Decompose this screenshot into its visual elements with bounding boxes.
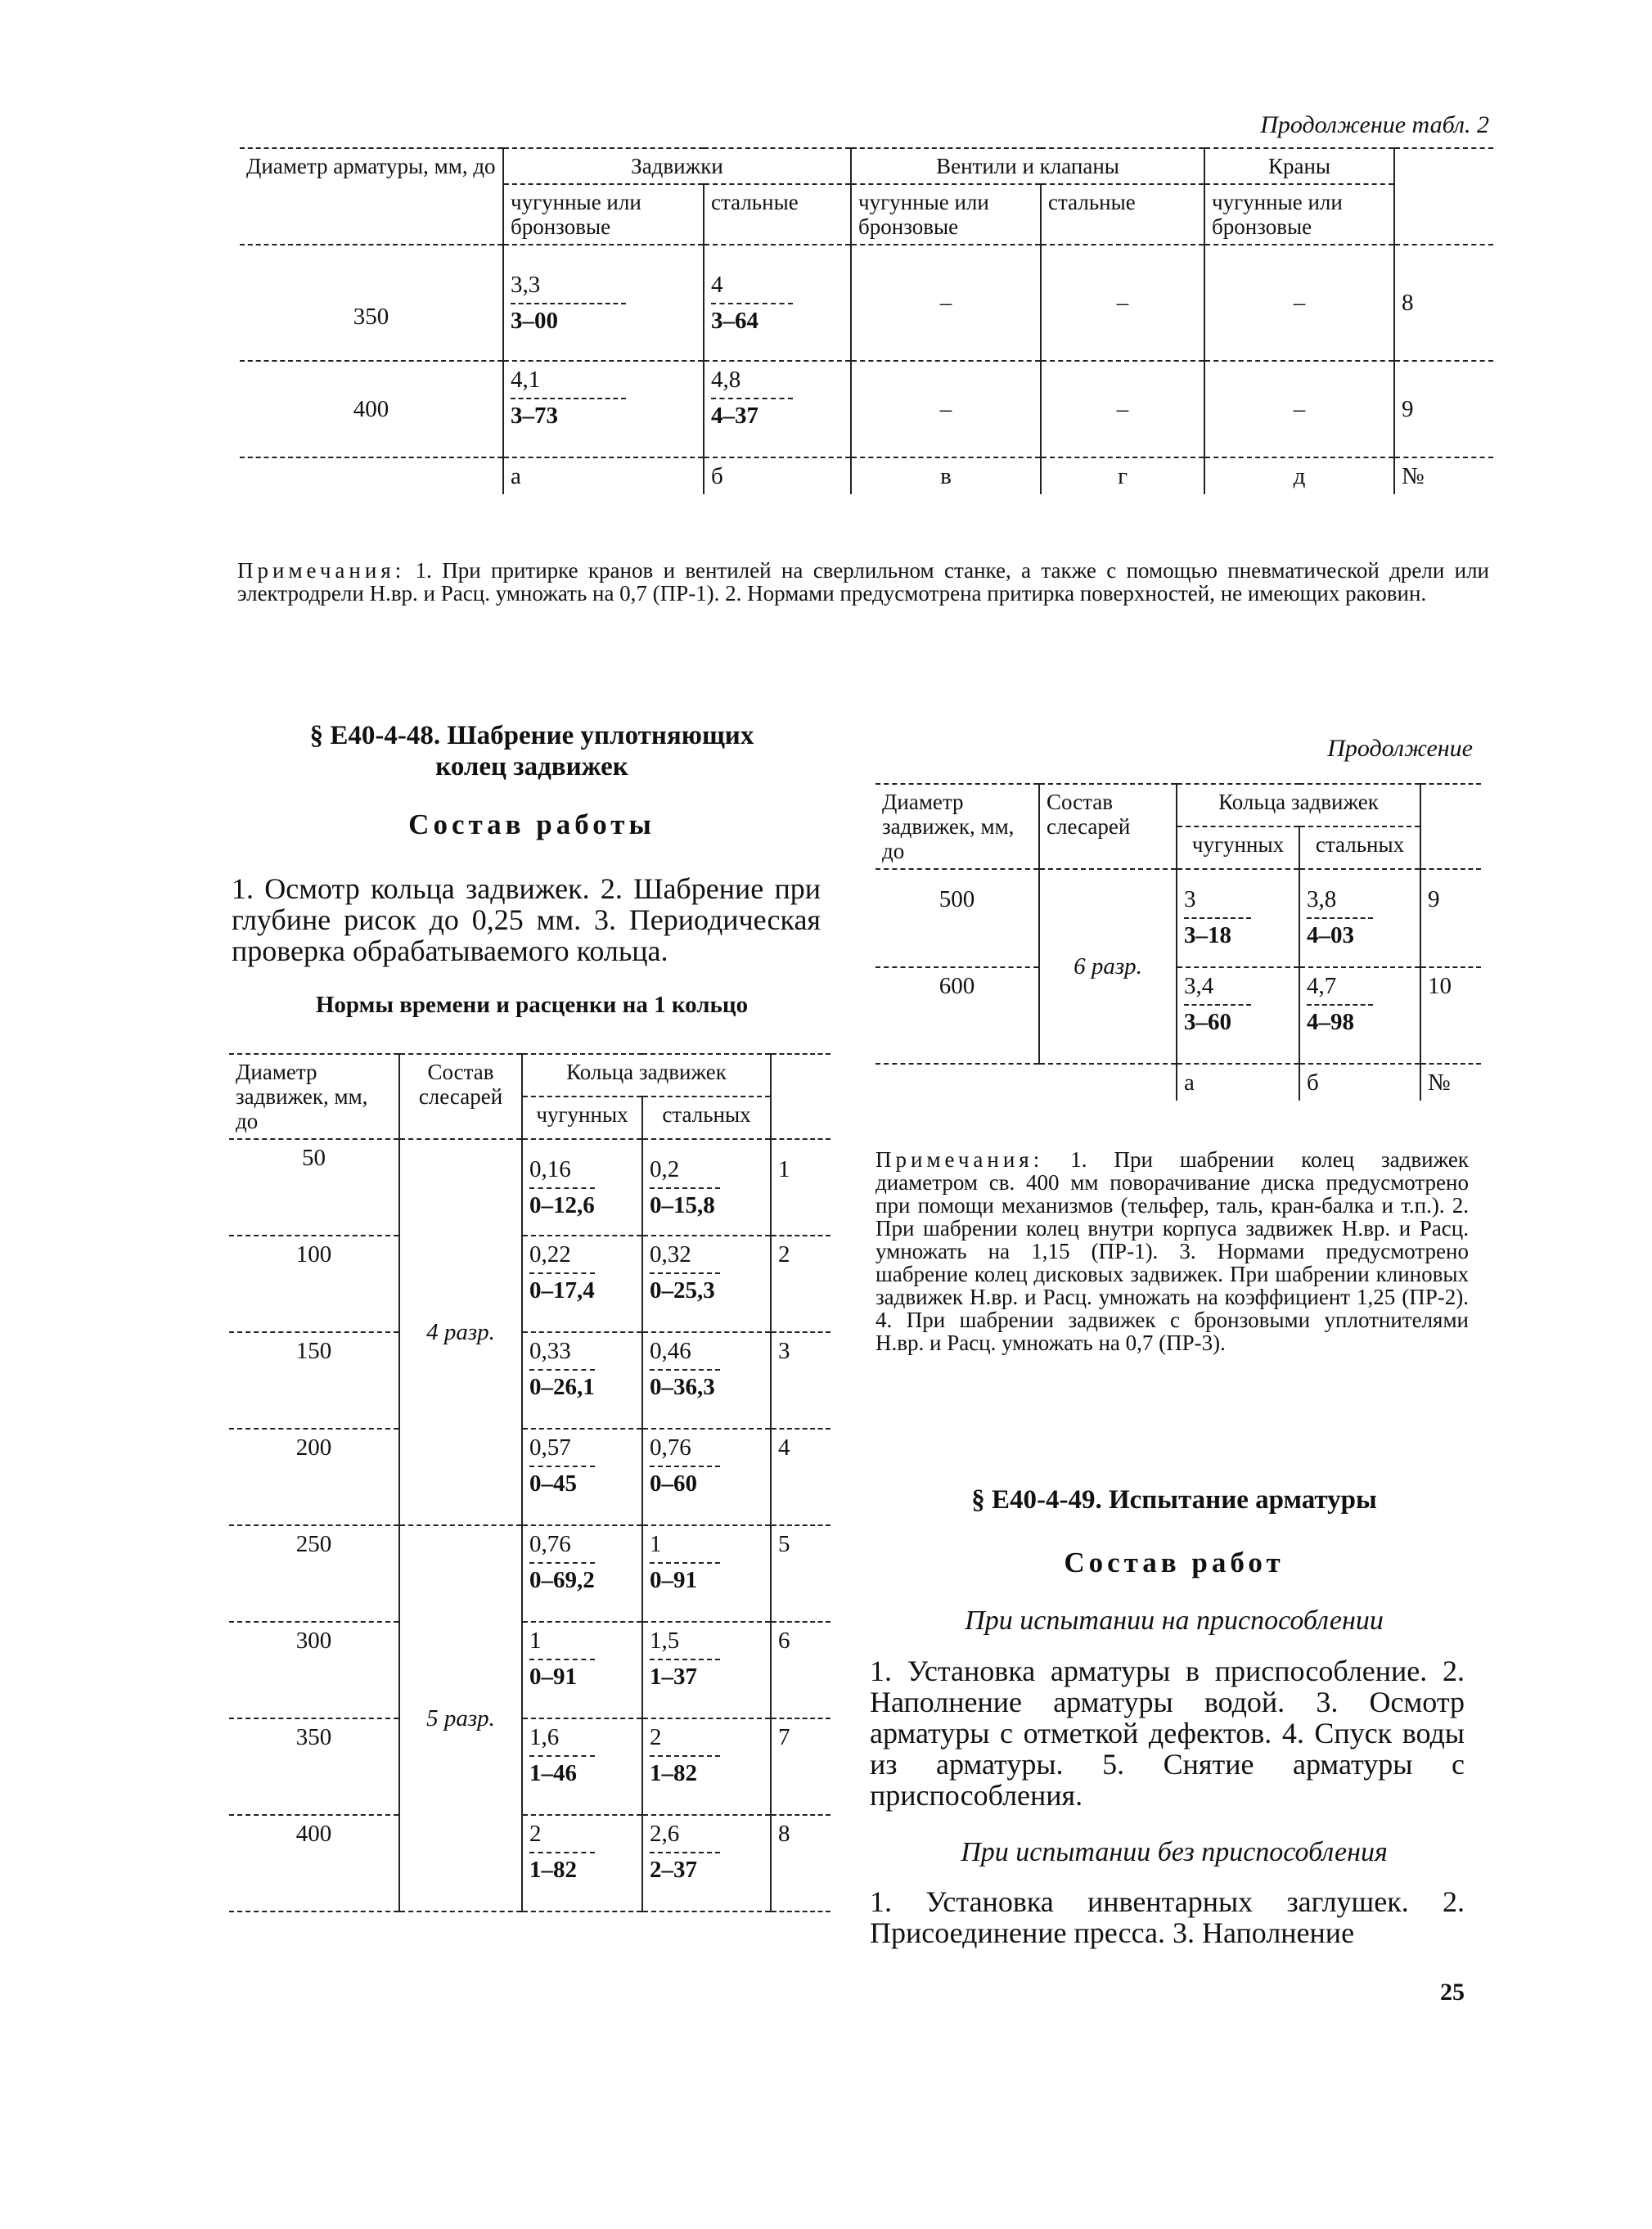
price-value: 3–00 <box>511 308 558 334</box>
column-index: № <box>1420 1064 1481 1101</box>
row-number: 2 <box>771 1236 831 1332</box>
col-header-diameter: Диаметр арматуры, мм, до <box>240 148 503 245</box>
table-row <box>229 1429 831 1525</box>
price-value: 0–69,2 <box>529 1567 595 1593</box>
text-without-fixture: 1. Установка инвентарных заглушек. 2. Присоединение пресса. 3. Наполнение <box>870 1885 1465 1949</box>
col-sub-steel: стальных <box>1299 826 1420 869</box>
col-header-gate-valves: Задвижки <box>503 148 851 184</box>
time-value: 4 <box>711 272 723 298</box>
row-number: 8 <box>1394 245 1493 361</box>
diameter-cell: 400 <box>295 1821 332 1847</box>
row-number: 8 <box>771 1815 831 1912</box>
table-row <box>229 1139 831 1236</box>
col-sub-castiron: чугунных <box>1177 826 1299 869</box>
rings-table-continued <box>876 783 1481 1101</box>
price-value: 1–82 <box>529 1857 577 1883</box>
price-value: 0–17,4 <box>529 1277 595 1304</box>
row-number: 7 <box>771 1718 831 1815</box>
section-title-line: § Е40-4-48. Шабрение уплотняющих <box>309 721 754 750</box>
time-value: 4,7 <box>1307 973 1337 999</box>
price-value: 4–03 <box>1307 922 1354 948</box>
col-header-diameter: Диаметр задвижек, мм, до <box>876 784 1039 869</box>
diameter-cell: 100 <box>295 1241 332 1268</box>
page-number: 25 <box>1440 1979 1465 2006</box>
time-value: 0,46 <box>650 1338 691 1364</box>
diameter-cell: 350 <box>353 304 389 330</box>
note-text: 1. При шабрении колец задвижек диаметром св. 400 мм поворачивание диска предусмотрено при помощи механизмов (тельфер, таль, кран-балка и т.п.). 2. При шабрении колец внутри корпуса задвижек Н.вр. и Расц. умножать на 1,15 (ПР-1). 3. Нормами предусмотрено шабрение колец дисковых задвижек. При шабрении клиновых задвижек Н.вр. и Расц. умножать на коэффициент 1,25 (ПР-2). 4. При шабрении задвижек с бронзовыми уплотнителями Н.вр. и Расц. умножать на 0,7 (ПР-3). <box>876 1147 1469 1355</box>
time-value: 0,2 <box>650 1156 680 1182</box>
col-sub-steel: стальных <box>642 1096 771 1139</box>
col-header-crew: Состав слесарей <box>1039 784 1177 869</box>
column-index: а <box>503 457 704 494</box>
row-number: 1 <box>771 1139 831 1236</box>
value-cell: – <box>1204 245 1394 361</box>
column-index: б <box>704 457 851 494</box>
crew-cell: 4 разр. <box>399 1139 522 1525</box>
price-value: 0–25,3 <box>650 1277 715 1304</box>
col-sub-castiron: чугунных <box>522 1096 642 1139</box>
col-sub-steel-1: стальные <box>704 184 851 245</box>
table-row <box>240 245 1493 361</box>
continuation-label: Продолжение <box>1327 735 1473 762</box>
time-value: 0,22 <box>529 1241 571 1268</box>
diameter-cell: 150 <box>295 1338 332 1364</box>
row-number: 4 <box>771 1429 831 1525</box>
top-note <box>237 559 1489 605</box>
col-sub-castiron-1: чугунные или бронзовые <box>503 184 704 245</box>
col-header-rings: Кольца задвижек <box>522 1054 771 1096</box>
time-value: 2 <box>529 1821 542 1847</box>
col-sub-steel-2: стальные <box>1041 184 1204 245</box>
value-cell: – <box>1041 245 1204 361</box>
table-row <box>876 869 1481 967</box>
price-value: 3–64 <box>711 308 758 334</box>
time-value: 0,76 <box>650 1434 691 1461</box>
diameter-cell: 300 <box>295 1628 332 1654</box>
price-value: 4–98 <box>1307 1009 1354 1035</box>
col-header-diameter: Диаметр задвижек, мм, до <box>229 1054 399 1139</box>
price-value: 4–37 <box>711 403 758 429</box>
price-value: 0–36,3 <box>650 1374 715 1400</box>
time-value: 0,32 <box>650 1241 691 1268</box>
col-header-taps: Краны <box>1204 148 1394 184</box>
table-row <box>876 967 1481 1064</box>
time-value: 3,4 <box>1184 973 1214 999</box>
time-value: 4,1 <box>511 367 541 393</box>
time-value: 3 <box>1184 886 1196 912</box>
price-value: 1–37 <box>650 1664 697 1690</box>
table-row <box>240 361 1493 457</box>
note-label: Примечания: <box>876 1147 1044 1172</box>
price-value: 0–15,8 <box>650 1192 715 1218</box>
table-row <box>229 1236 831 1332</box>
table-row <box>229 1525 831 1622</box>
time-value: 0,16 <box>529 1156 571 1182</box>
row-number: 6 <box>771 1622 831 1718</box>
price-value: 0–91 <box>650 1567 697 1593</box>
time-value: 0,33 <box>529 1338 571 1364</box>
price-value: 3–60 <box>1184 1009 1231 1035</box>
col-header-valves: Вентили и клапаны <box>851 148 1204 184</box>
col-sub-castiron-3: чугунные или бронзовые <box>1204 184 1394 245</box>
column-index-row <box>240 457 1493 494</box>
time-value: 2 <box>650 1724 662 1750</box>
price-value: 2–37 <box>650 1857 697 1883</box>
price-value: 1–46 <box>529 1760 577 1786</box>
table-row <box>229 1718 831 1815</box>
subheading-with-fixture: При испытании на приспособлении <box>965 1605 1384 1636</box>
work-heading-49: Состав работ <box>1064 1547 1285 1578</box>
column-index: № <box>1394 457 1493 494</box>
time-value: 1 <box>650 1531 662 1557</box>
work-text-48: 1. Осмотр кольца задвижек. 2. Шабрение при глубине рисок до 0,25 мм. 3. Периодическая проверка обрабатываемого кольца. <box>232 872 821 967</box>
value-cell: – <box>851 361 1041 457</box>
diameter-cell: 350 <box>295 1724 332 1750</box>
text-with-fixture: 1. Установка арматуры в приспособление. 2. Наполнение арматуры водой. 3. Осмотр арматуры с отметкой дефектов. 4. Спуск воды из арматуры. 5. Снятие арматуры с приспособления. <box>870 1655 1465 1812</box>
crew-cell: 5 разр. <box>399 1525 522 1912</box>
table-row <box>229 1332 831 1429</box>
time-value: 3,8 <box>1307 886 1337 912</box>
value-cell: – <box>1041 361 1204 457</box>
continuation-header: Продолжение табл. 2 <box>1260 111 1489 138</box>
crew-cell: 6 разр. <box>1039 869 1177 1064</box>
price-value: 0–26,1 <box>529 1374 595 1400</box>
section-49-title: § Е40-4-49. Испытание арматуры <box>971 1485 1377 1515</box>
row-number: 10 <box>1420 967 1481 1064</box>
time-value: 1 <box>529 1628 542 1654</box>
table-row <box>229 1622 831 1718</box>
price-value: 0–60 <box>650 1470 697 1497</box>
row-number: 9 <box>1420 869 1481 967</box>
time-value: 1,5 <box>650 1628 680 1654</box>
norms-heading: Нормы времени и расценки на 1 кольцо <box>315 992 749 1018</box>
diameter-cell: 200 <box>295 1434 332 1461</box>
section-title-line: колец задвижек <box>435 752 628 781</box>
time-value: 2,6 <box>650 1821 680 1847</box>
column-index: а <box>1177 1064 1299 1101</box>
time-value: 4,8 <box>711 367 741 393</box>
table-row <box>229 1815 831 1912</box>
column-index: в <box>851 457 1041 494</box>
column-index-row <box>876 1064 1481 1101</box>
price-value: 0–91 <box>529 1664 577 1690</box>
price-value: 3–73 <box>511 403 558 429</box>
price-value: 1–82 <box>650 1760 697 1786</box>
time-value: 0,57 <box>529 1434 571 1461</box>
col-header-crew: Состав слесарей <box>399 1054 522 1139</box>
price-value: 0–12,6 <box>529 1192 595 1218</box>
row-number: 5 <box>771 1525 831 1622</box>
row-number: 9 <box>1394 361 1493 457</box>
subheading-without-fixture: При испытании без приспособления <box>961 1837 1388 1867</box>
row-number: 3 <box>771 1332 831 1429</box>
time-value: 0,76 <box>529 1531 571 1557</box>
note-label: Примечания: <box>237 558 406 583</box>
time-value: 1,6 <box>529 1724 560 1750</box>
work-heading-48: Состав работы <box>408 808 655 840</box>
continuation-note <box>876 1148 1469 1354</box>
value-cell: – <box>1204 361 1394 457</box>
section-48-title <box>221 720 843 782</box>
price-value: 3–18 <box>1184 922 1231 948</box>
column-index: д <box>1204 457 1394 494</box>
diameter-cell: 250 <box>295 1531 332 1557</box>
time-value: 3,3 <box>511 272 541 298</box>
note-text: 1. При притирке кранов и вентилей на сверлильном станке, а также с помощью пневматической дрели или электродрели Н.вр. и Расц. умножать на 0,7 (ПР-1). 2. Нормами предусмотрена притирка поверхностей, не имеющих раковин. <box>237 558 1489 606</box>
col-header-rings: Кольца задвижек <box>1177 784 1420 826</box>
price-value: 0–45 <box>529 1470 577 1497</box>
diameter-cell: 400 <box>353 396 389 422</box>
column-index: г <box>1041 457 1204 494</box>
diameter-cell: 600 <box>939 973 975 999</box>
rings-table <box>229 1053 831 1912</box>
diameter-cell: 500 <box>939 886 975 912</box>
column-index: б <box>1299 1064 1420 1101</box>
value-cell: – <box>851 245 1041 361</box>
col-sub-castiron-2: чугунные или бронзовые <box>851 184 1041 245</box>
diameter-cell: 50 <box>302 1145 326 1171</box>
top-table <box>240 147 1493 494</box>
